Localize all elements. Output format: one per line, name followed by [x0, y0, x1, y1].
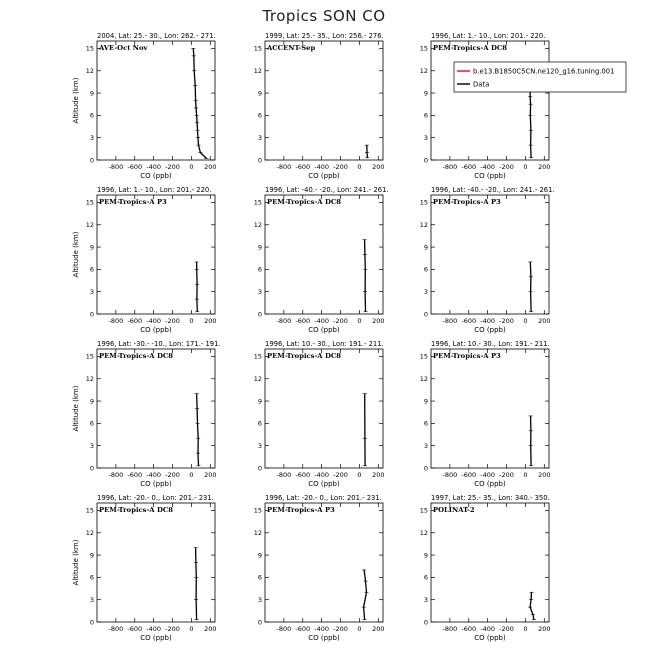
y-tick-label: 6	[423, 419, 428, 428]
y-tick-label: 9	[89, 243, 94, 252]
x-tick-label: -400	[480, 317, 496, 325]
y-tick-label: 12	[253, 375, 262, 384]
campaign-label: PEM-Tropics-A DC8	[433, 44, 507, 52]
y-tick-label: 3	[423, 287, 428, 296]
y-tick-label: 15	[253, 352, 262, 361]
y-tick-label: 0	[257, 464, 262, 473]
y-tick-label: 9	[423, 243, 428, 252]
x-tick-label: 0	[189, 163, 194, 171]
x-tick-label: -400	[146, 317, 162, 325]
data-profile-line	[197, 394, 199, 466]
legend	[454, 62, 626, 92]
x-tick-label: -600	[461, 163, 477, 171]
y-tick-label: 15	[419, 44, 428, 53]
data-profile-line	[196, 548, 197, 620]
y-tick-label: 6	[423, 111, 428, 120]
y-axis-label: Altitude (km)	[72, 385, 80, 432]
panel-6	[420, 186, 555, 334]
y-tick-label: 15	[419, 198, 428, 207]
x-tick-label: -800	[442, 471, 458, 479]
y-tick-label: 9	[89, 89, 94, 98]
y-tick-label: 9	[423, 397, 428, 406]
y-tick-label: 12	[419, 529, 428, 538]
panel-7	[72, 340, 221, 488]
y-tick-label: 0	[89, 310, 94, 319]
x-axis-label: CO (ppb)	[140, 480, 172, 488]
panel-5	[254, 186, 389, 334]
data-profile-line	[367, 145, 368, 158]
x-tick-label: 200	[538, 317, 551, 325]
y-tick-label: 0	[89, 156, 94, 165]
x-axis-label: CO (ppb)	[140, 326, 172, 334]
panel-header: 1996, Lat: 1.- 10., Lon: 201.- 220.	[431, 32, 546, 40]
legend-label: b.e13.B1850C5CN.ne120_g16.tuning.001	[473, 67, 615, 76]
x-axis-label: CO (ppb)	[474, 172, 506, 180]
panel-header: 2004, Lat: 25.- 30., Lon: 262.- 271.	[97, 32, 216, 40]
y-tick-label: 12	[85, 67, 94, 76]
y-tick-label: 6	[257, 265, 262, 274]
plot-frame	[265, 41, 383, 160]
x-axis-label: CO (ppb)	[308, 480, 340, 488]
x-tick-label: -800	[442, 317, 458, 325]
x-tick-label: 200	[204, 317, 217, 325]
y-tick-label: 6	[257, 573, 262, 582]
x-tick-label: 200	[372, 317, 385, 325]
x-tick-label: -400	[146, 471, 162, 479]
x-tick-label: 0	[523, 163, 528, 171]
x-tick-label: -800	[108, 163, 124, 171]
campaign-label: PEM-Tropics-A DC8	[267, 352, 341, 360]
x-tick-label: -200	[333, 317, 348, 325]
x-axis-label: CO (ppb)	[474, 480, 506, 488]
x-tick-label: -600	[295, 317, 311, 325]
x-tick-label: 0	[189, 471, 194, 479]
data-profile-line	[365, 240, 366, 312]
x-tick-label: -600	[295, 471, 311, 479]
x-tick-label: -200	[165, 471, 180, 479]
x-axis-label: CO (ppb)	[308, 326, 340, 334]
panel-header: 1996, Lat: -30.- -10., Lon: 171.- 191.	[97, 340, 221, 348]
campaign-label: PEM-Tropics-A DC8	[267, 198, 341, 206]
x-tick-label: 200	[538, 625, 551, 633]
x-tick-label: 200	[372, 471, 385, 479]
x-tick-label: 0	[523, 625, 528, 633]
x-tick-label: -400	[146, 163, 162, 171]
y-tick-label: 9	[89, 397, 94, 406]
y-tick-label: 9	[257, 551, 262, 560]
campaign-label: AVE-Oct Nov	[99, 44, 148, 52]
legend-label: Data	[473, 80, 490, 89]
y-tick-label: 3	[257, 595, 262, 604]
x-tick-label: 200	[204, 625, 217, 633]
y-tick-label: 6	[89, 419, 94, 428]
y-tick-label: 3	[89, 287, 94, 296]
x-tick-label: 200	[372, 625, 385, 633]
y-tick-label: 12	[85, 375, 94, 384]
panel-header: 1996, Lat: -20.- 0., Lon: 201.- 231.	[97, 494, 214, 502]
x-tick-label: -400	[314, 625, 330, 633]
y-tick-label: 12	[419, 67, 428, 76]
x-tick-label: -200	[499, 625, 514, 633]
x-tick-label: 200	[372, 163, 385, 171]
x-tick-label: -400	[480, 625, 496, 633]
panel-8	[254, 340, 385, 488]
x-tick-label: -800	[276, 625, 292, 633]
campaign-label: PEM-Tropics-A DC8	[99, 352, 173, 360]
y-tick-label: 0	[423, 156, 428, 165]
x-tick-label: -200	[333, 163, 348, 171]
y-tick-label: 6	[89, 111, 94, 120]
y-tick-label: 12	[419, 375, 428, 384]
x-tick-label: -800	[276, 317, 292, 325]
campaign-label: PEM-Tropics-A P3	[433, 198, 501, 206]
x-axis-label: CO (ppb)	[474, 326, 506, 334]
y-tick-label: 0	[257, 310, 262, 319]
y-tick-label: 0	[257, 618, 262, 627]
x-tick-label: 0	[357, 163, 362, 171]
y-tick-label: 6	[257, 111, 262, 120]
y-axis-label: Altitude (km)	[72, 77, 80, 124]
panel-4	[72, 186, 216, 334]
campaign-label: PEM-Tropics-A DC8	[99, 506, 173, 514]
y-tick-label: 3	[257, 133, 262, 142]
y-tick-label: 3	[423, 595, 428, 604]
y-tick-label: 6	[89, 265, 94, 274]
panel-9	[420, 340, 551, 488]
y-tick-label: 12	[253, 67, 262, 76]
x-tick-label: 200	[204, 471, 217, 479]
x-tick-label: 0	[189, 625, 194, 633]
y-axis-label: Altitude (km)	[72, 539, 80, 586]
x-axis-label: CO (ppb)	[308, 172, 340, 180]
y-tick-label: 12	[253, 529, 262, 538]
x-tick-label: -600	[127, 317, 143, 325]
campaign-label: POLINAT-2	[433, 506, 475, 514]
panel-2	[254, 32, 385, 180]
y-tick-label: 3	[89, 441, 94, 450]
y-tick-label: 15	[419, 352, 428, 361]
data-profile-line	[364, 570, 367, 620]
x-tick-label: -200	[165, 163, 180, 171]
x-tick-label: -800	[276, 471, 292, 479]
x-tick-label: -200	[499, 163, 514, 171]
x-tick-label: -800	[108, 625, 124, 633]
data-profile-line	[193, 48, 206, 158]
plot-frame	[265, 503, 383, 622]
x-axis-label: CO (ppb)	[140, 634, 172, 642]
y-tick-label: 0	[423, 310, 428, 319]
panel-10	[72, 494, 216, 642]
x-tick-label: -800	[442, 163, 458, 171]
campaign-label: PEM-Tropics-A P3	[267, 506, 335, 514]
x-axis-label: CO (ppb)	[308, 634, 340, 642]
y-tick-label: 0	[89, 618, 94, 627]
x-tick-label: 0	[523, 317, 528, 325]
x-tick-label: -200	[165, 317, 180, 325]
data-profile-line	[530, 262, 531, 312]
y-tick-label: 15	[253, 44, 262, 53]
x-tick-label: -200	[499, 471, 514, 479]
x-tick-label: -800	[108, 471, 124, 479]
panel-11	[254, 494, 385, 642]
y-tick-label: 15	[85, 44, 94, 53]
y-tick-label: 15	[85, 198, 94, 207]
x-tick-label: -600	[295, 625, 311, 633]
x-tick-label: -600	[461, 317, 477, 325]
x-tick-label: -200	[333, 471, 348, 479]
y-tick-label: 6	[423, 265, 428, 274]
y-axis-label: Altitude (km)	[72, 231, 80, 278]
x-tick-label: -800	[442, 625, 458, 633]
y-tick-label: 3	[257, 441, 262, 450]
y-tick-label: 3	[423, 441, 428, 450]
x-tick-label: 0	[357, 317, 362, 325]
x-tick-label: -600	[461, 625, 477, 633]
panel-3	[420, 32, 551, 180]
x-tick-label: -400	[480, 471, 496, 479]
x-tick-label: 200	[538, 163, 551, 171]
x-tick-label: 0	[357, 625, 362, 633]
panel-header: 1997, Lat: 25.- 35., Lon: 340.- 350.	[431, 494, 550, 502]
x-tick-label: -400	[314, 317, 330, 325]
data-profile-line	[531, 416, 532, 466]
y-tick-label: 0	[89, 464, 94, 473]
x-tick-label: -200	[499, 317, 514, 325]
panel-12	[420, 494, 551, 642]
panel-header: 1996, Lat: -20.- 0., Lon: 201.- 231.	[265, 494, 382, 502]
data-profile-line	[530, 592, 534, 620]
y-tick-label: 12	[85, 221, 94, 230]
y-tick-label: 3	[423, 133, 428, 142]
y-tick-label: 0	[423, 618, 428, 627]
x-tick-label: -400	[480, 163, 496, 171]
y-tick-label: 15	[253, 198, 262, 207]
x-tick-label: 0	[357, 471, 362, 479]
panel-header: 1996, Lat: -40.- -20., Lon: 241.- 261.	[431, 186, 555, 194]
x-axis-label: CO (ppb)	[140, 172, 172, 180]
x-tick-label: -600	[295, 163, 311, 171]
panel-header: 1999, Lat: 25.- 35., Lon: 256.- 276.	[265, 32, 384, 40]
y-tick-label: 0	[257, 156, 262, 165]
figure-title: Tropics SON CO	[262, 7, 386, 25]
y-tick-label: 6	[257, 419, 262, 428]
y-tick-label: 15	[253, 506, 262, 515]
panel-header: 1996, Lat: 10.- 30., Lon: 191.- 211.	[431, 340, 550, 348]
x-tick-label: -600	[461, 471, 477, 479]
x-tick-label: 0	[189, 317, 194, 325]
x-tick-label: -200	[333, 625, 348, 633]
y-tick-label: 12	[253, 221, 262, 230]
y-tick-label: 9	[257, 243, 262, 252]
y-tick-label: 0	[423, 464, 428, 473]
x-tick-label: 0	[523, 471, 528, 479]
panel-header: 1996, Lat: -40.- -20., Lon: 241.- 261.	[265, 186, 389, 194]
panel-header: 1996, Lat: 1.- 10., Lon: 201.- 220.	[97, 186, 212, 194]
y-tick-label: 15	[85, 506, 94, 515]
x-tick-label: -600	[127, 625, 143, 633]
x-tick-label: -600	[127, 471, 143, 479]
y-tick-label: 15	[85, 352, 94, 361]
panel-header: 1996, Lat: 10.- 30., Lon: 191.- 211.	[265, 340, 384, 348]
y-tick-label: 9	[89, 551, 94, 560]
x-tick-label: 200	[204, 163, 217, 171]
campaign-label: PEM-Tropics-A P3	[99, 198, 167, 206]
y-tick-label: 12	[419, 221, 428, 230]
x-tick-label: -400	[314, 471, 330, 479]
y-tick-label: 9	[423, 551, 428, 560]
x-tick-label: -600	[127, 163, 143, 171]
x-tick-label: -400	[146, 625, 162, 633]
y-tick-label: 9	[257, 397, 262, 406]
y-tick-label: 3	[89, 133, 94, 142]
campaign-label: ACCENT-Sep	[267, 44, 316, 52]
y-tick-label: 9	[257, 89, 262, 98]
y-tick-label: 3	[89, 595, 94, 604]
y-tick-label: 3	[257, 287, 262, 296]
y-tick-label: 12	[85, 529, 94, 538]
campaign-label: PEM-Tropics-A P3	[433, 352, 501, 360]
data-profile-line	[530, 86, 531, 158]
y-tick-label: 9	[423, 89, 428, 98]
y-tick-label: 6	[423, 573, 428, 582]
panel-1	[72, 32, 216, 180]
x-tick-label: -800	[108, 317, 124, 325]
x-tick-label: -800	[276, 163, 292, 171]
y-tick-label: 15	[419, 506, 428, 515]
y-tick-label: 6	[89, 573, 94, 582]
x-tick-label: -400	[314, 163, 330, 171]
x-axis-label: CO (ppb)	[474, 634, 506, 642]
x-tick-label: 200	[538, 471, 551, 479]
plot-frame	[431, 503, 549, 622]
x-tick-label: -200	[165, 625, 180, 633]
